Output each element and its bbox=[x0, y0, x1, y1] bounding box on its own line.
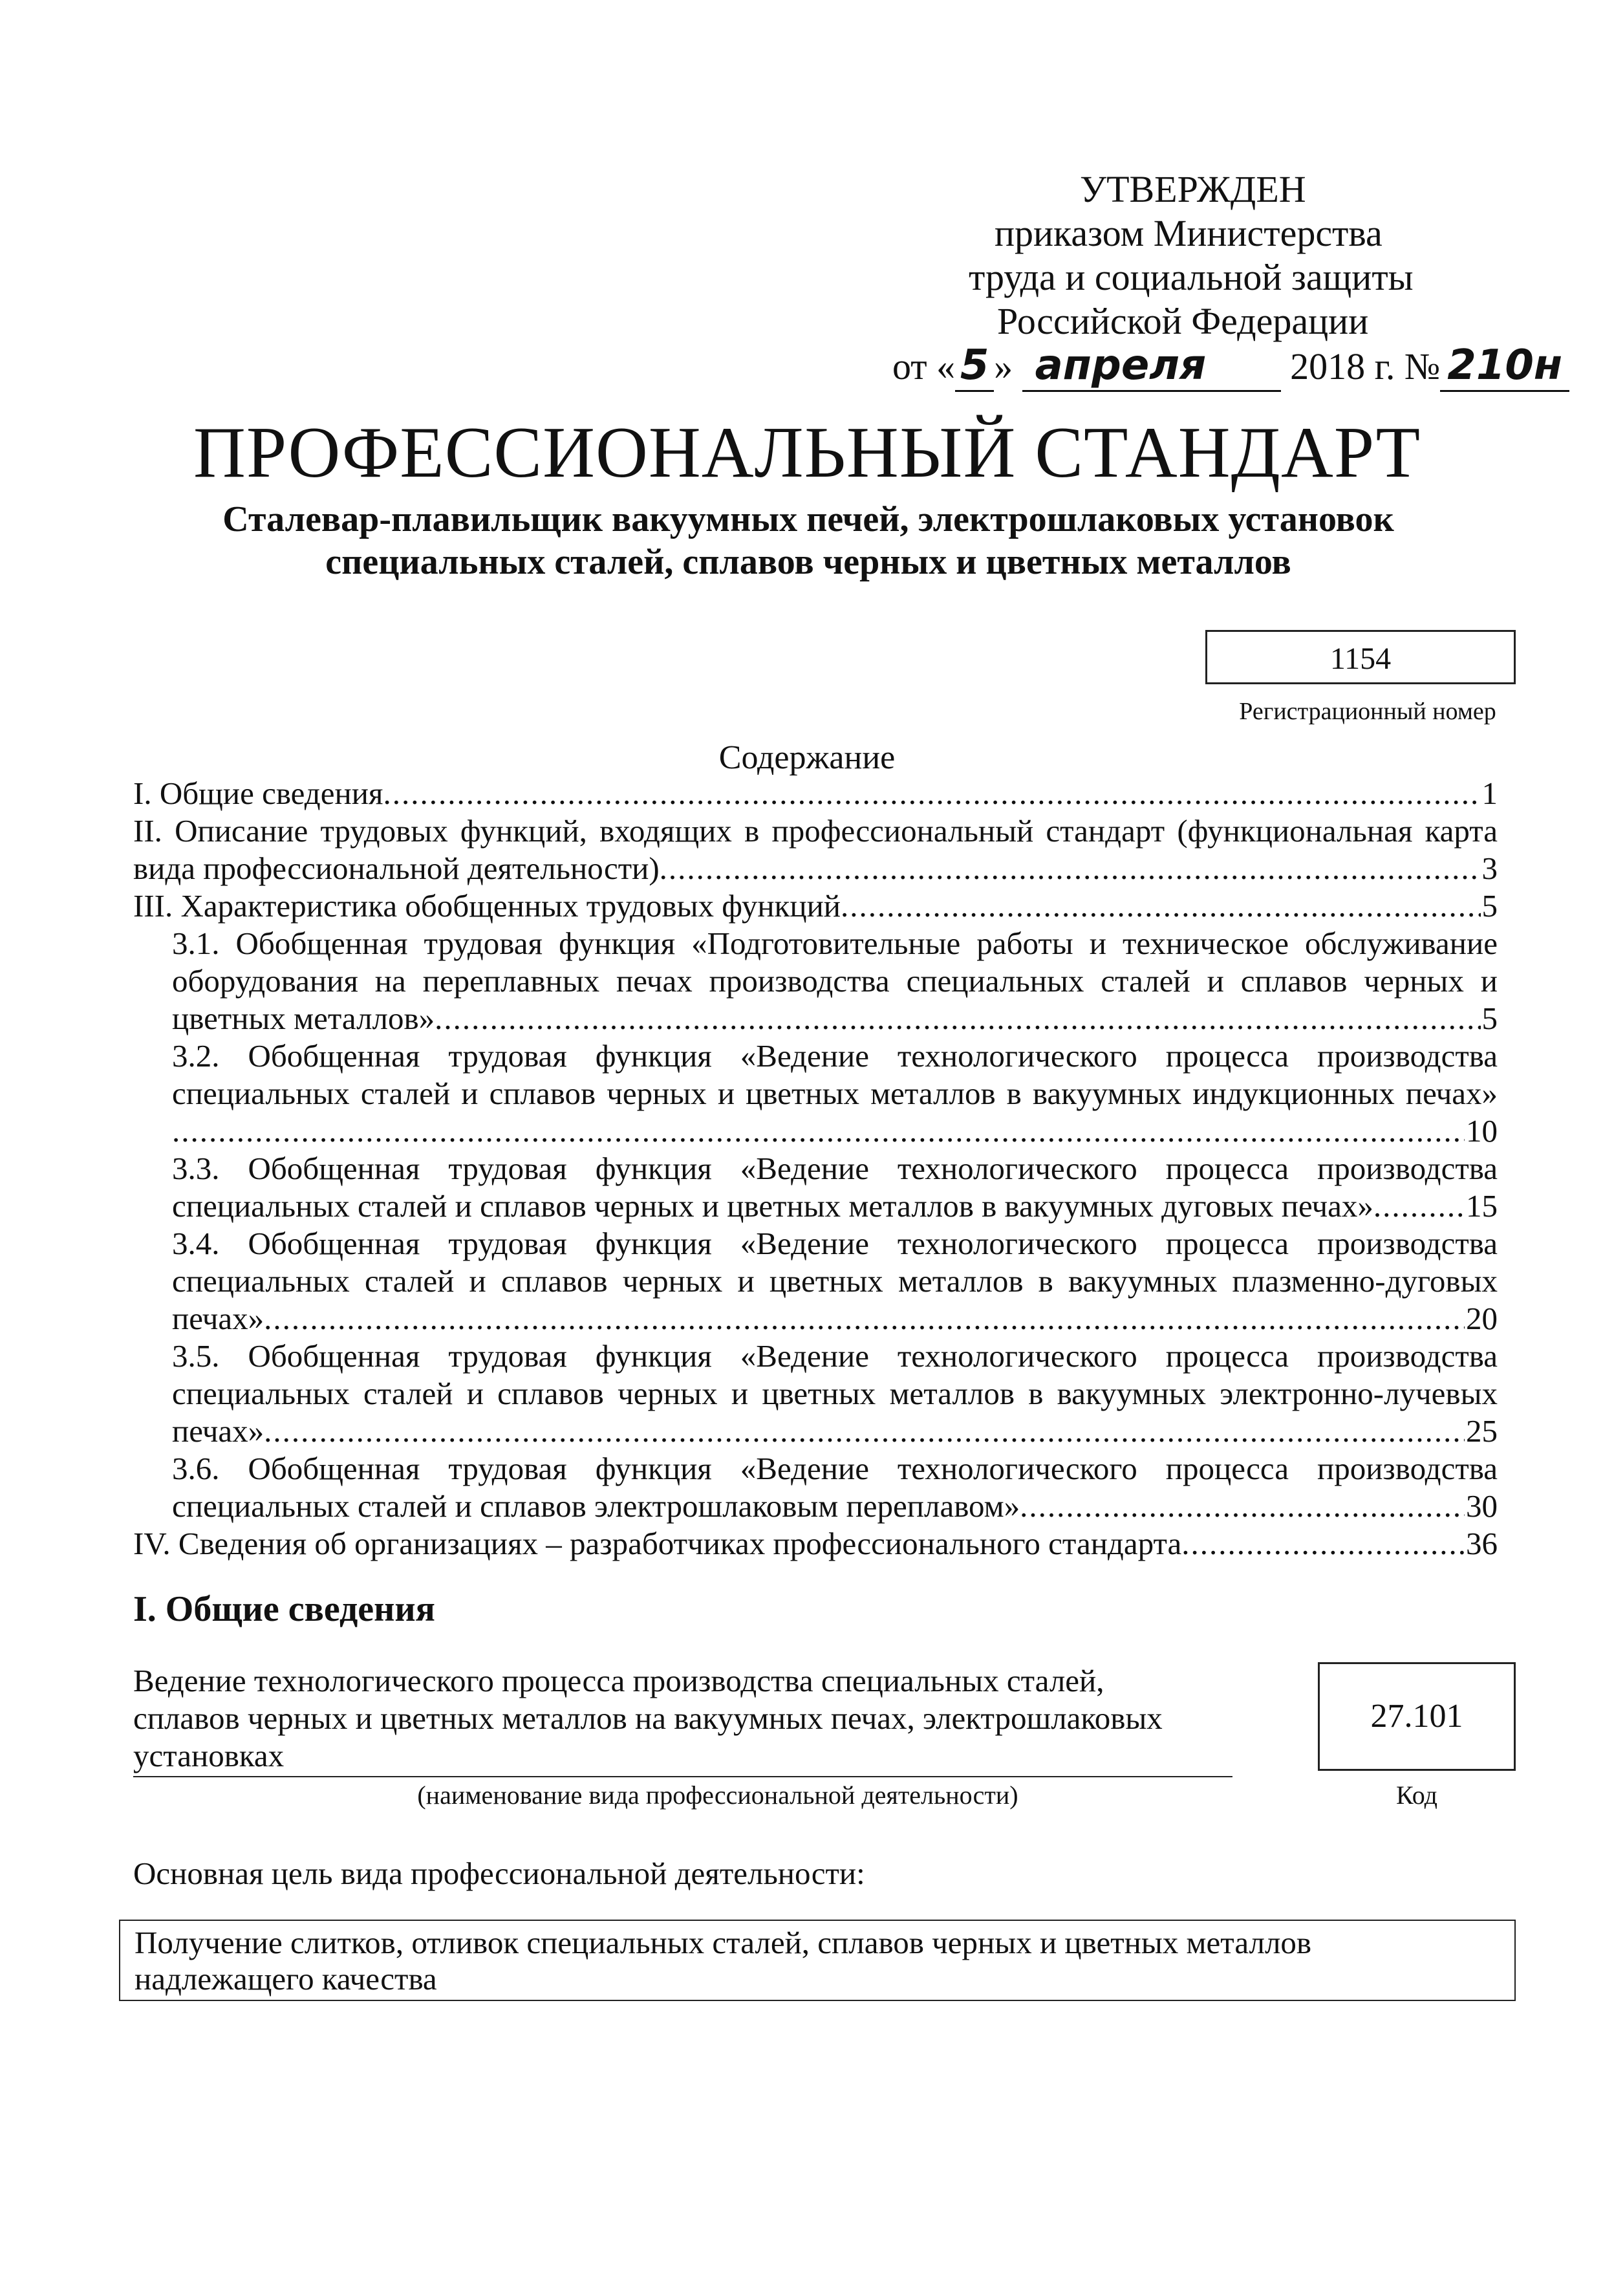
date-day: 5 bbox=[955, 341, 994, 392]
approval-line-federation: Российской Федерации bbox=[997, 300, 1369, 342]
activity-line: Ведение технологического процесса производства специальных сталей, bbox=[133, 1663, 1104, 1698]
date-close: » bbox=[994, 345, 1013, 387]
goal-line: Получение слитков, отливок специальных сталей, сплавов черных и цветных металлов bbox=[134, 1925, 1312, 1960]
toc-page-number: 30 bbox=[1466, 1488, 1498, 1524]
approval-line-ministry: приказом Министерства bbox=[995, 212, 1383, 254]
subtitle-line: специальных сталей, сплавов черных и цветных металлов bbox=[325, 542, 1291, 582]
toc-entry-3-1[interactable]: 3.1. Обобщенная трудовая функция «Подготовительные работы и техническое обслуживание оборудования на переплавных печах производства специальных сталей и сплавов черных и цветных металлов» ..... 5 bbox=[172, 925, 1498, 1037]
approval-heading: УТВЕРЖДЕН bbox=[1080, 168, 1306, 210]
toc-page-number: 3 bbox=[1481, 850, 1498, 886]
activity-code-label: Код bbox=[1396, 1781, 1437, 1810]
document-subtitle bbox=[97, 498, 1520, 583]
toc-page-number: 10 bbox=[1466, 1113, 1498, 1149]
goal-label: Основная цель вида профессиональной деятельности: bbox=[133, 1856, 865, 1891]
date-year: 2018 г. № bbox=[1290, 345, 1441, 387]
toc-entry-3-3[interactable]: 3.3. Обобщенная трудовая функция «Ведение технологического процесса производства специальных сталей и сплавов черных и цветных металлов в вакуумных дуговых печах» ..... 15 bbox=[172, 1150, 1498, 1225]
activity-line: установках bbox=[133, 1738, 285, 1773]
toc-page-number: 5 bbox=[1481, 888, 1498, 924]
toc-entry-2[interactable]: II. Описание трудовых функций, входящих в профессиональный стандарт (функциональная карта вида профессиональной деятельности) ..... 3 bbox=[133, 812, 1498, 887]
registration-number-label: Регистрационный номер bbox=[1239, 698, 1496, 725]
toc-entry-1[interactable]: I. Общие сведения ..... 1 bbox=[133, 775, 1498, 812]
activity-code-box: 27.101 bbox=[1318, 1662, 1516, 1771]
activity-name bbox=[133, 1662, 1232, 1775]
registration-number-box: 1154 bbox=[1205, 630, 1516, 684]
date-prefix: от « bbox=[892, 345, 956, 387]
toc-entry-3-6[interactable]: 3.6. Обобщенная трудовая функция «Ведение технологического процесса производства специальных сталей и сплавов электрошлаковым переплавом» ..... 30 bbox=[172, 1450, 1498, 1525]
goal-line: надлежащего качества bbox=[134, 1961, 437, 1997]
order-number: 210н bbox=[1440, 341, 1569, 392]
goal-box bbox=[119, 1920, 1516, 2001]
toc-entry-4[interactable]: IV. Сведения об организациях – разработчиках профессионального стандарта ..... 36 bbox=[133, 1525, 1498, 1563]
section-heading: I. Общие сведения bbox=[133, 1589, 435, 1629]
toc-entry-3-2[interactable]: 3.2. Обобщенная трудовая функция «Ведение технологического процесса производства специальных сталей и сплавов черных и цветных металлов в вакуумных индукционных печах» ..... 10 bbox=[172, 1037, 1498, 1150]
toc-page-number: 20 bbox=[1466, 1301, 1498, 1336]
toc-entry-3-4[interactable]: 3.4. Обобщенная трудовая функция «Ведение технологического процесса производства специальных сталей и сплавов черных и цветных металлов в вакуумных плазменно-дуговых печах» ..... 20 bbox=[172, 1225, 1498, 1338]
activity-line: сплавов черных и цветных металлов на вакуумных печах, электрошлаковых bbox=[133, 1700, 1163, 1736]
date-month: апреля bbox=[1022, 341, 1281, 392]
toc-entry-3-5[interactable]: 3.5. Обобщенная трудовая функция «Ведение технологического процесса производства специальных сталей и сплавов черных и цветных металлов в вакуумных электронно-лучевых печах» ..... 25 bbox=[172, 1338, 1498, 1450]
activity-caption: (наименование вида профессиональной деятельности) bbox=[417, 1781, 1018, 1810]
toc-title: Содержание bbox=[718, 739, 896, 776]
toc-page-number: 1 bbox=[1481, 775, 1498, 811]
toc-page-number: 5 bbox=[1481, 1001, 1498, 1036]
document-title: ПРОФЕССИОНАЛЬНЫЙ СТАНДАРТ bbox=[193, 413, 1421, 493]
approval-date-line bbox=[892, 341, 1569, 392]
toc-page-number: 15 bbox=[1466, 1188, 1498, 1224]
toc-page-number: 36 bbox=[1466, 1526, 1498, 1561]
toc-entry-3[interactable]: III. Характеристика обобщенных трудовых функций ..... 5 bbox=[133, 887, 1498, 925]
toc-page-number: 25 bbox=[1466, 1413, 1498, 1449]
approval-line-labor: труда и социальной защиты bbox=[969, 256, 1414, 298]
activity-underline bbox=[133, 1776, 1232, 1777]
subtitle-line: Сталевар-плавильщик вакуумных печей, электрошлаковых установок bbox=[222, 499, 1394, 539]
